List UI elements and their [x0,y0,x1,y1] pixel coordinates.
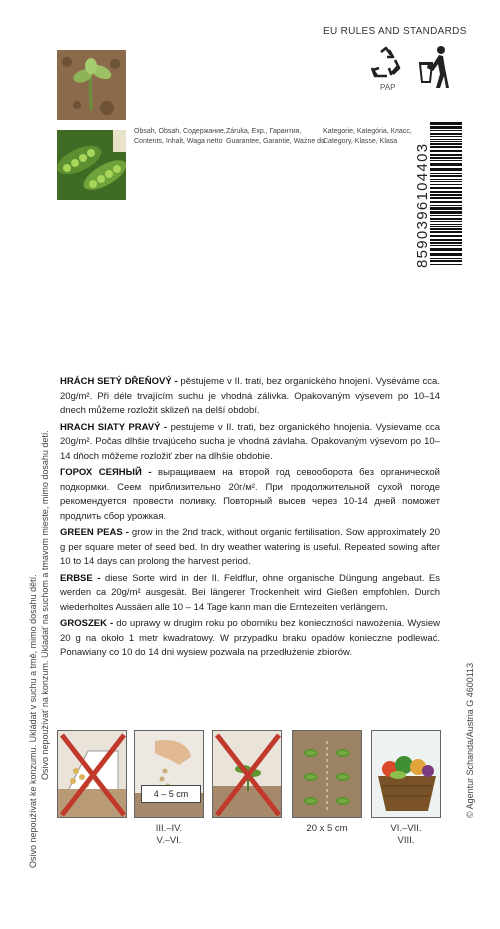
barcode-bar [430,194,462,196]
tidyman-icon [418,44,450,90]
barcode-bar [430,184,462,185]
barcode-bar [430,122,462,125]
barcode-bar [430,133,462,135]
barcode-bar [430,197,462,199]
no-greenhouse-pictogram [57,730,127,818]
barcode-bar [430,160,462,161]
sowing-months-caption [134,823,204,847]
barcode-bar [430,139,462,140]
description-text [60,375,440,663]
barcode-bar [430,218,462,220]
storage-note-slovak: Osivo nepoužívať na konzum. Ukladať na suchom a tmavom mieste, mimo dosahu detí. [40,430,50,780]
barcode-bar [430,258,462,259]
barcode-bar [430,146,462,148]
peas-photo [57,130,126,200]
info-guarantee [226,127,325,147]
barcode-bar [430,221,462,222]
barcode-bar [430,154,462,156]
copyright-note: © Agentur Schanda/Austria G 4600113 [465,662,475,818]
barcode-bar [430,207,462,210]
barcode-bar [430,168,462,171]
barcode-number: 8590396104403 [414,142,431,268]
info-contents [134,127,226,147]
row-spacing-caption: 20 x 5 cm [306,823,348,834]
description-paragraph: GROSZEK - do uprawy w drugim roku po oborniku bez konieczności nawożenia. Wysiew 20 g na około 1 metr kwadratowy. W przypadku braku opadów konieczne podlewać. Ponawiany co 10 do 14 dni wysiew pozwala na przedłużenie zbiorów. [60,618,440,658]
barcode-bar [430,245,462,246]
barcode-bar [430,215,462,216]
barcode-bar [430,205,462,206]
barcode-bar [430,231,462,233]
info-category-line: Kategorie, Kategória, Класс, [323,128,412,135]
info-category [323,127,412,147]
info-category-line: Category, Klasse, Klasa [323,138,398,145]
barcode-bar [430,181,462,182]
barcode-bar [430,226,462,227]
barcode-bar [430,260,462,262]
barcode-bar [430,130,462,131]
info-contents-line: Contents, Inhalt, Waga netto [134,138,223,145]
harvest-months-line: VIII. [397,835,415,846]
harvest-months-caption [371,823,441,847]
sowing-months-line: V.–VI. [156,835,182,846]
barcode-bar [430,228,462,230]
barcode-bar [430,175,462,177]
recycle-icon [369,46,403,80]
info-contents-line: Obsah, Obsah, Содержание, [134,128,226,135]
description-paragraph: GREEN PEAS - grow in the 2nd track, without organic fertilisation. Sow approximately 20 g per square meter of seed bed. In dry weather watering is useful. Repeated sowing after 10 to 14 days can prolong the harvest period. [60,527,440,567]
info-guarantee-line: Záruka, Exp., Гарантия, [226,128,302,135]
pap-label: PAP [380,83,396,92]
description-paragraph: HRÁCH SETÝ DŘEŇOVÝ - pěstujeme v II. trati, bez organického hnojení. Vyséváme cca. 20g/m². Při déle trvajícím suchu je vhodná zálivka. Opakovaným výsevem po 10–14 dnech můžeme rozložit sklizeň na delší období. [60,376,440,416]
seedling-photo [57,50,126,120]
barcode-bar [430,239,462,241]
barcode-bar [430,253,462,256]
barcode-bar [430,136,462,137]
barcode-bar [430,242,462,244]
no-transplant-pictogram [212,730,282,818]
barcode-bar [430,191,462,193]
sowing-months-line: III.–IV. [155,823,183,834]
barcode-bar [430,126,462,129]
seed-spacing-measure: 4 – 5 cm [141,785,201,803]
barcode-bar [430,211,462,214]
sowing-pictogram [134,730,204,818]
harvest-basket-pictogram [371,730,441,818]
barcode-bar [430,235,462,237]
barcode-bar [430,179,462,180]
barcode-bar [430,201,462,203]
barcode-bar [430,264,462,265]
barcode-bar [430,163,462,166]
info-guarantee-line: Guarantee, Garantie, Ważne do [226,138,325,145]
barcode [412,120,462,268]
barcode-bar [430,173,462,174]
barcode-bar [430,157,462,159]
eu-rules-label: EU RULES AND STANDARDS [323,26,467,37]
harvest-months-line: VI.–VII. [390,823,422,834]
barcode-bar [430,150,462,152]
row-spacing-pictogram [292,730,362,818]
description-paragraph: ГОРОХ СЕЯНЫЙ - выращиваем на второй год севооборота без органической подкормки. Сеем приблизительно 20г/м². При продолжительной сухой погоде рекомендуется провести поливку. Повторный высев через 10-14 дней поможет продлить сбор урожкая. [60,467,440,522]
description-paragraph: HRACH SIATY PRAVÝ - pestujeme v II. trati, bez organického hnojenia. Vysievame cca 20g/m². Počas dlhšie trvajúceho sucha je vhodná závlaha. Opakovaným výsevom po 10–14 dňoch môžeme rozložiť zber na dlhšie obdobie. [60,421,440,462]
description-paragraph: ERBSE - diese Sorte wird in der II. Feldflur, ohne organische Düngung angebaut. Es werden ca 20g/m² ausgesät. Bei längerer Trockenheit wird Gießen empfohlen. Durch wiederholtes Aussäen alle 10 – 14 Tage kann man die Erntezeiten verlängern. [60,572,440,613]
barcode-bar [430,141,462,142]
barcode-bar [430,143,462,145]
barcode-bar [430,187,462,189]
barcode-bar [430,224,462,225]
barcode-bar [430,248,462,251]
storage-note-czech: Osivo nepoužívat ke konzumu. Ukládat v suchu a tmě, mimo dosahu dětí. [28,574,38,868]
